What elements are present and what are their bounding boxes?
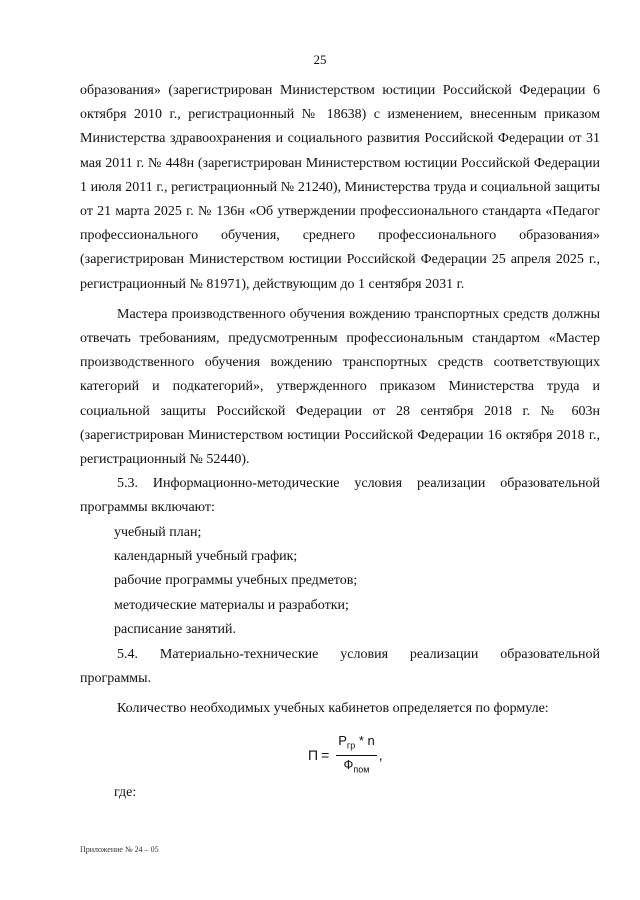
denominator-symbol: Ф xyxy=(343,756,354,772)
formula-trailing-comma: , xyxy=(378,747,383,764)
formula-lhs: П xyxy=(308,747,319,764)
formula-fraction xyxy=(336,733,376,777)
conditions-list xyxy=(80,521,600,643)
where-label: где: xyxy=(114,785,137,801)
paragraph-masters-requirements: Мастера производственного обучения вождению транспортных средств должны отвечать требованиям, предусмотренным профессиональным стандартом «Мастер производственного обучения вождению транспортных средств соответствующих категорий и подкатегорий», утвержденного приказом Министерства труда и социальной защиты Российской Федерации от 28 сентября 2018 г. № 603н (зарегистрирован Министерством юстиции Российской Федерации 16 октября 2018 г., регистрационный № 52440). xyxy=(80,306,600,468)
formula-numerator xyxy=(336,733,376,756)
page-footer: Приложение № 24 – 05 xyxy=(80,845,159,854)
page-number: 25 xyxy=(313,52,327,67)
list-item: расписание занятий. xyxy=(114,622,236,638)
formula-equals: = xyxy=(321,747,330,764)
formula-denominator xyxy=(344,756,370,778)
numerator-rest: * n xyxy=(355,733,375,749)
numerator-symbol: Р xyxy=(338,733,347,749)
list-item: календарный учебный график; xyxy=(114,549,298,565)
paragraph-formula-intro: Количество необходимых учебных кабинетов определяется по формуле: xyxy=(117,701,549,717)
numerator-subscript: гр xyxy=(346,740,356,751)
paragraph-section-5-3: 5.3. Информационно-методические условия реализации образовательной программы включают: xyxy=(80,476,600,516)
list-item: методические материалы и разработки; xyxy=(114,597,349,613)
document-body xyxy=(80,79,600,806)
formula-block xyxy=(80,723,600,781)
paragraph-section-5-4: 5.4. Материально-технические условия реализации образовательной программы. xyxy=(80,646,600,686)
list-item: рабочие программы учебных предметов; xyxy=(114,573,358,589)
denominator-subscript: пом xyxy=(353,764,370,775)
paragraph-continuation: образования» (зарегистрирован Министерством юстиции Российской Федерации 6 октября 2010 г., регистрационный № 18638) с изменением, внесенным приказом Министерства здравоохранения и социального развития Российской Федерации от 31 мая 2011 г. № 448н (зарегистрирован Министерством юстиции Российской Федерации 1 июля 2011 г., регистрационный № 21240), Министерства труда и социальной защиты от 21 марта 2025 г. № 136н «Об утверждении профессионального стандарта «Педагог профессионального обучения, среднего профессионального образования» (зарегистрирован Министерством юстиции Российской Федерации 25 апреля 2025 г., регистрационный № 81971), действующим до 1 сентября 2031 г. xyxy=(80,83,600,292)
list-item: учебный план; xyxy=(114,524,202,540)
formula xyxy=(308,733,383,777)
